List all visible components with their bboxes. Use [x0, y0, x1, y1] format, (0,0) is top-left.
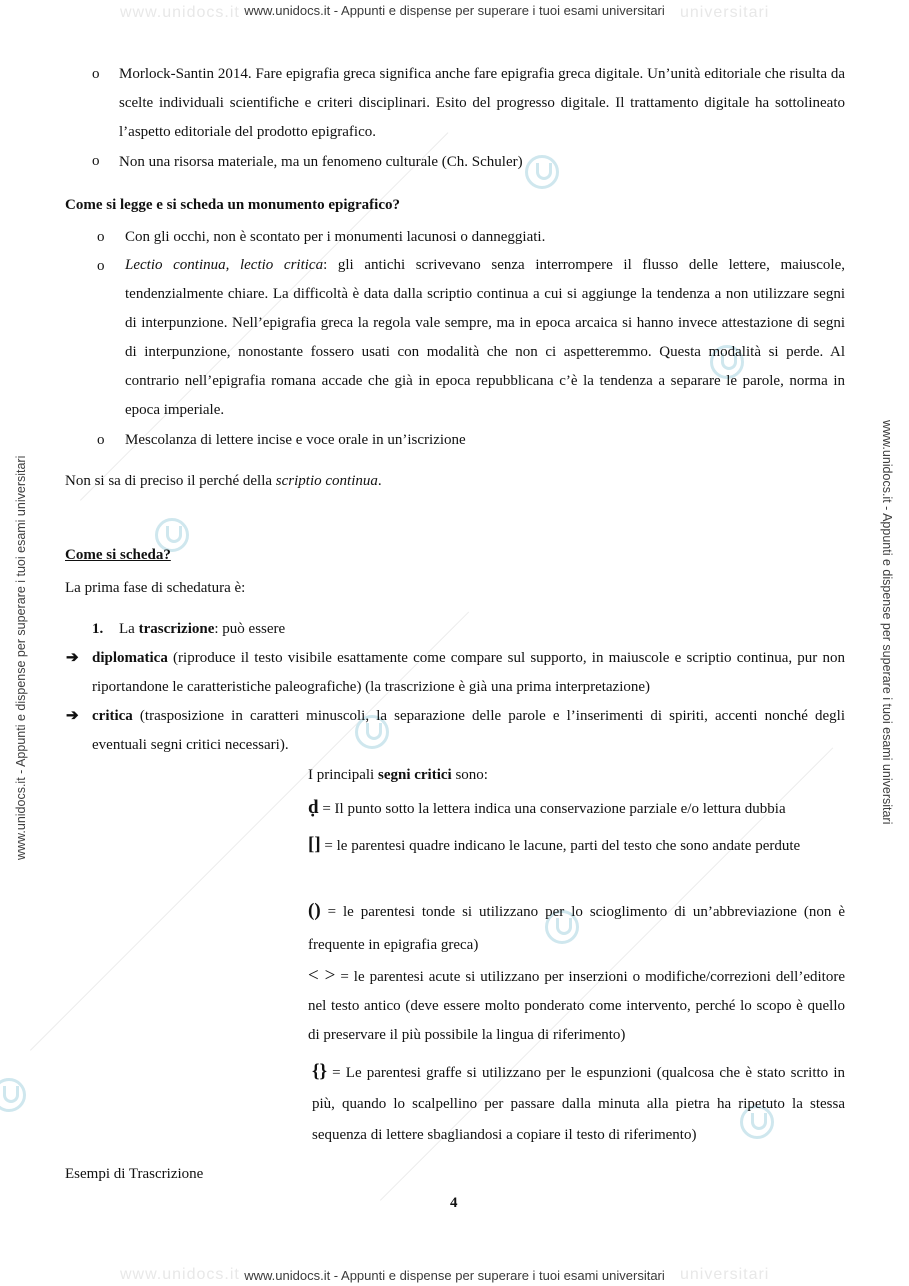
- note-text: Non si sa di preciso il perché della: [65, 473, 276, 489]
- sign-text: = le parentesi tonde si utilizzano per lo scioglimento di un’abbreviazione (non è frequente in epigrafia greca): [308, 904, 845, 953]
- section-heading: Come si scheda?: [65, 547, 171, 563]
- item-term: trascrizione: [138, 621, 215, 637]
- sign-text: = Le parentesi graffe si utilizzano per le espunzioni (qualcosa che è stato scritto in più, quando lo scalpellino per passare dalla minuta alla pietra ha ripetuto la stessa sequenza di lettere sbagliandosi a copiare il testo di riferimento): [312, 1065, 845, 1143]
- sign-symbol: {}: [312, 1061, 327, 1082]
- page-number: 4: [450, 1195, 458, 1211]
- sign-text: = Il punto sotto la lettera indica una conservazione parziale e/o lettura dubbia: [318, 801, 786, 817]
- examples-label: Esempi di Trascrizione: [65, 1166, 204, 1182]
- section-heading: Come si legge e si scheda un monumento epigrafico?: [65, 197, 400, 213]
- sign-text: = le parentesi quadre indicano le lacune, parti del testo che sono andate perdute: [320, 838, 801, 854]
- signs-intro: [308, 765, 488, 785]
- unidocs-logo-icon: [0, 1078, 26, 1112]
- unidocs-logo-icon: [525, 155, 559, 189]
- item-diplomatica: [92, 644, 845, 702]
- sign-punto: [308, 793, 845, 824]
- diplomatica-text: (riproduce il testo visibile esattamente come compare sul supporto, in maiuscole e scriptio continua, pur non riportandone le caratteristiche paleografiche) (la trascrizione è già una prima interpretazione): [92, 650, 845, 695]
- bullet-mescolanza: Mescolanza di lettere incise e voce orale in un’iscrizione: [125, 432, 466, 448]
- intro-text: La prima fase di schedatura è:: [65, 580, 246, 596]
- critica-text: (trasposizione in caratteri minuscoli, la separazione delle parole e l’inserimenti di spiriti, accenti nonché degli eventuali segni critici necessari).: [92, 708, 845, 753]
- arrow-right-icon: ➔: [66, 650, 79, 666]
- arrow-right-icon: ➔: [66, 708, 79, 724]
- signs-text: I principali: [308, 767, 378, 783]
- side-watermark-right: www.unidocs.it - Appunti e dispense per superare i tuoi esami universitari: [880, 420, 894, 825]
- critica-term: critica: [92, 708, 133, 724]
- ghost-watermark-bottom: www.unidocs.it: [120, 1266, 240, 1283]
- sign-symbol: (): [308, 900, 321, 921]
- list-number: 1.: [92, 621, 104, 637]
- sign-acute: [308, 961, 845, 1050]
- bullet-schuler: Non una risorsa materiale, ma un fenomeno culturale (Ch. Schuler): [119, 154, 523, 170]
- sign-symbol: ḍ: [308, 797, 319, 818]
- item-critica: [92, 702, 845, 760]
- item-end: : può essere: [214, 621, 286, 637]
- ghost-watermark-top-right: universitari: [680, 4, 770, 21]
- side-watermark-left: www.unidocs.it - Appunti e dispense per superare i tuoi esami universitari: [14, 455, 28, 860]
- scriptio-note: [65, 471, 382, 491]
- signs-end: sono:: [451, 767, 488, 783]
- bullet-marker: o: [97, 432, 105, 448]
- diplomatica-term: diplomatica: [92, 650, 168, 666]
- bullet-morlock-santin: Morlock-Santin 2014. Fare epigrafia greca significa anche fare epigrafia greca digitale. Un’unità editoriale che risulta da scelte individuali scientifiche e criteri disciplinari. Esito del progresso digitale. Il trattamento digitale ha sottolineato l’aspetto editoriale del prodotto epigrafico.: [119, 66, 845, 140]
- sign-tonde: [308, 894, 845, 962]
- ghost-watermark-bottom-right: universitari: [680, 1266, 770, 1283]
- sign-symbol: []: [308, 834, 321, 855]
- bullet-marker: o: [92, 153, 100, 169]
- bullet-marker: o: [97, 229, 105, 245]
- bullet-marker: o: [97, 258, 105, 274]
- signs-term: segni critici: [377, 767, 452, 783]
- ghost-watermark-top: www.unidocs.it: [120, 4, 240, 21]
- note-end: .: [377, 473, 382, 489]
- sign-text: = le parentesi acute si utilizzano per inserzioni o modifiche/correzioni dell’editore nel testo antico (deve essere molto ponderato come intervento, perché lo scopo è quello di preservare il più possibile la lingua di riferimento): [308, 969, 845, 1043]
- note-term: scriptio continua: [275, 473, 378, 489]
- bullet-con-gli-occhi: Con gli occhi, non è scontato per i monumenti lacunosi o danneggiati.: [125, 229, 546, 245]
- item-trascrizione: [119, 619, 285, 639]
- header-watermark: www.unidocs.it - Appunti e dispense per superare i tuoi esami universitari: [244, 3, 665, 18]
- bullet-marker: o: [92, 66, 100, 82]
- footer-watermark: www.unidocs.it - Appunti e dispense per superare i tuoi esami universitari: [244, 1268, 665, 1283]
- sign-graffe: [312, 1056, 845, 1151]
- sign-symbol: < >: [308, 965, 336, 986]
- item-text: La: [119, 621, 139, 637]
- lectio-term: Lectio continua, lectio critica: [125, 257, 324, 273]
- bullet-lectio-continua: [125, 251, 845, 425]
- lectio-explanation: : gli antichi scrivevano senza interrompere il flusso delle lettere, maiuscole, tendenzialmente chiare. La difficoltà è data dalla scriptio continua a cui si aggiunge la tendenza a non utilizzare segni di interpunzione. Nell’epigrafia greca la regola vale sempre, ma in epoca arcaica si hanno invece attestazione di segni di interpunzione, nonostante fossero usati con modalità che non ci aspetteremmo. Questa modalità si perde. Al contrario nell’epigrafia romana accade che già in epoca repubblicana c’è la tendenza a separare le parole, norma in epoca imperiale.: [125, 257, 846, 418]
- sign-quadre: [308, 828, 845, 863]
